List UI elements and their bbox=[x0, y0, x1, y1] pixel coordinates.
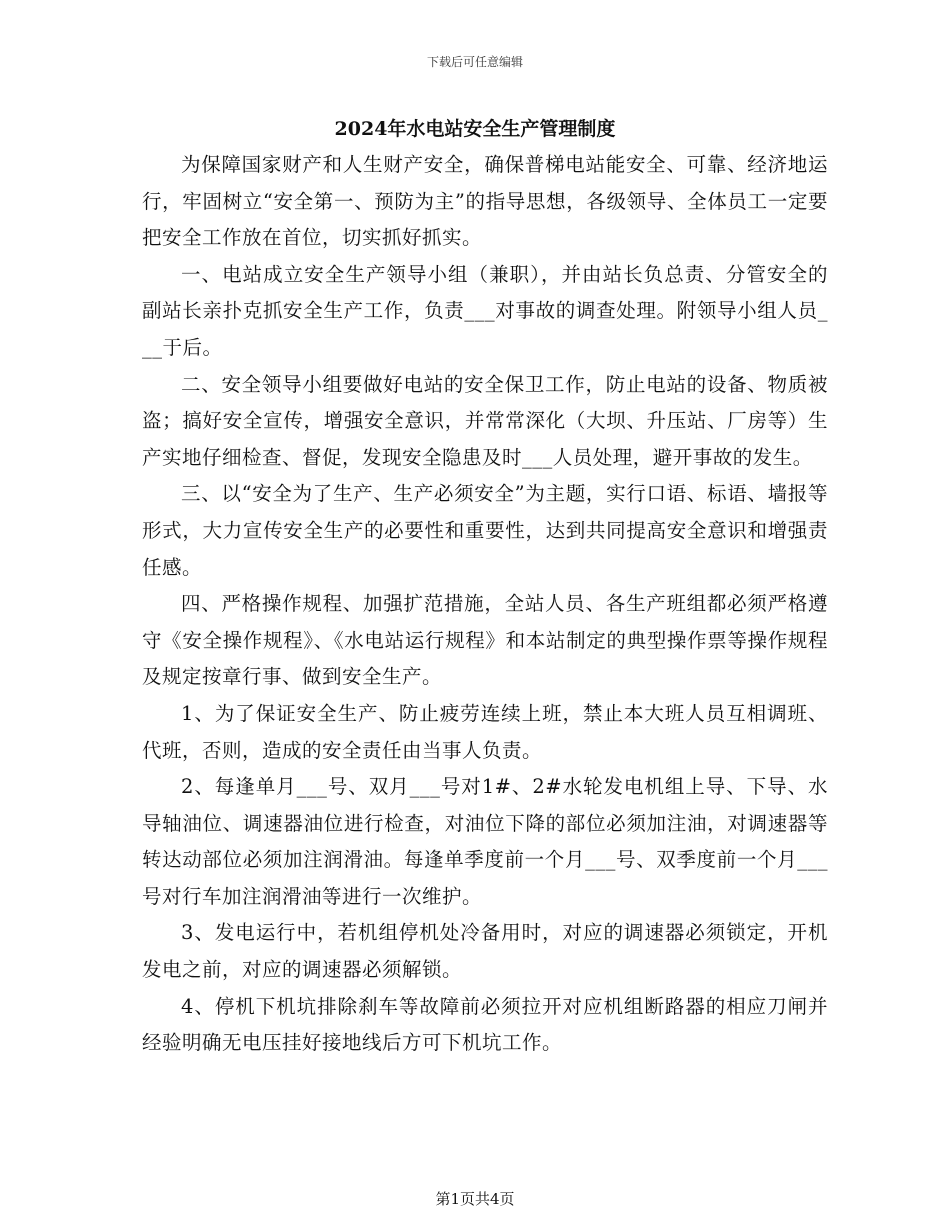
paragraph-item-4: 4、停机下机坑排除刹车等故障前必须拉开对应机组断路器的相应刀闸并经验明确无电压挂好接地线后方可下机坑工作。 bbox=[142, 994, 828, 1055]
paragraph-section-1: 一、电站成立安全生产领导小组（兼职），并由站长负总责、分管安全的副站长亲扑克抓安全生产工作，负责___对事故的调查处理。附领导小组人员___于后。 bbox=[142, 262, 828, 359]
document-body bbox=[142, 147, 828, 1062]
paragraph-section-2: 二、安全领导小组要做好电站的安全保卫工作，防止电站的设备、物质被盗；搞好安全宣传，增强安全意识，并常常深化（大坝、升压站、厂房等）生产实地仔细检查、督促，发现安全隐患及时___人员处理，避开事故的发生。 bbox=[142, 372, 828, 469]
paragraph-item-3: 3、发电运行中，若机组停机处冷备用时，对应的调速器必须锁定，开机发电之前，对应的调速器必须解锁。 bbox=[142, 921, 828, 982]
page-number-footer: 第1页共4页 bbox=[435, 1190, 515, 1208]
document-title: 2024年水电站安全生产管理制度 bbox=[334, 118, 616, 140]
header-note: 下载后可任意编辑 bbox=[426, 55, 523, 69]
paragraph-intro: 为保障国家财产和人生财产安全，确保普梯电站能安全、可靠、经济地运行，牢固树立“安全第一、预防为主”的指导思想，各级领导、全体员工一定要把安全工作放在首位，切实抓好抓实。 bbox=[142, 153, 828, 250]
paragraph-section-4: 四、严格操作规程、加强扩范措施，全站人员、各生产班组都必须严格遵守《安全操作规程》、《水电站运行规程》和本站制定的典型操作票等操作规程及规定按章行事、做到安全生产。 bbox=[142, 592, 828, 689]
paragraph-item-1: 1、为了保证安全生产、防止疲劳连续上班，禁止本大班人员互相调班、代班，否则，造成的安全责任由当事人负责。 bbox=[142, 701, 828, 762]
paragraph-section-3: 三、以“安全为了生产、生产必须安全”为主题，实行口语、标语、墙报等形式，大力宣传安全生产的必要性和重要性，达到共同提高安全意识和增强责任感。 bbox=[142, 482, 828, 579]
paragraph-item-2: 2、每逢单月___号、双月___号对1#、2#水轮发电机组上导、下导、水导轴油位、调速器油位进行检查，对油位下降的部位必须加注油，对调速器等转达动部位必须加注润滑油。每逢单季度前一个月___号、双季度前一个月___号对行车加注润滑油等进行一次维护。 bbox=[142, 775, 828, 908]
